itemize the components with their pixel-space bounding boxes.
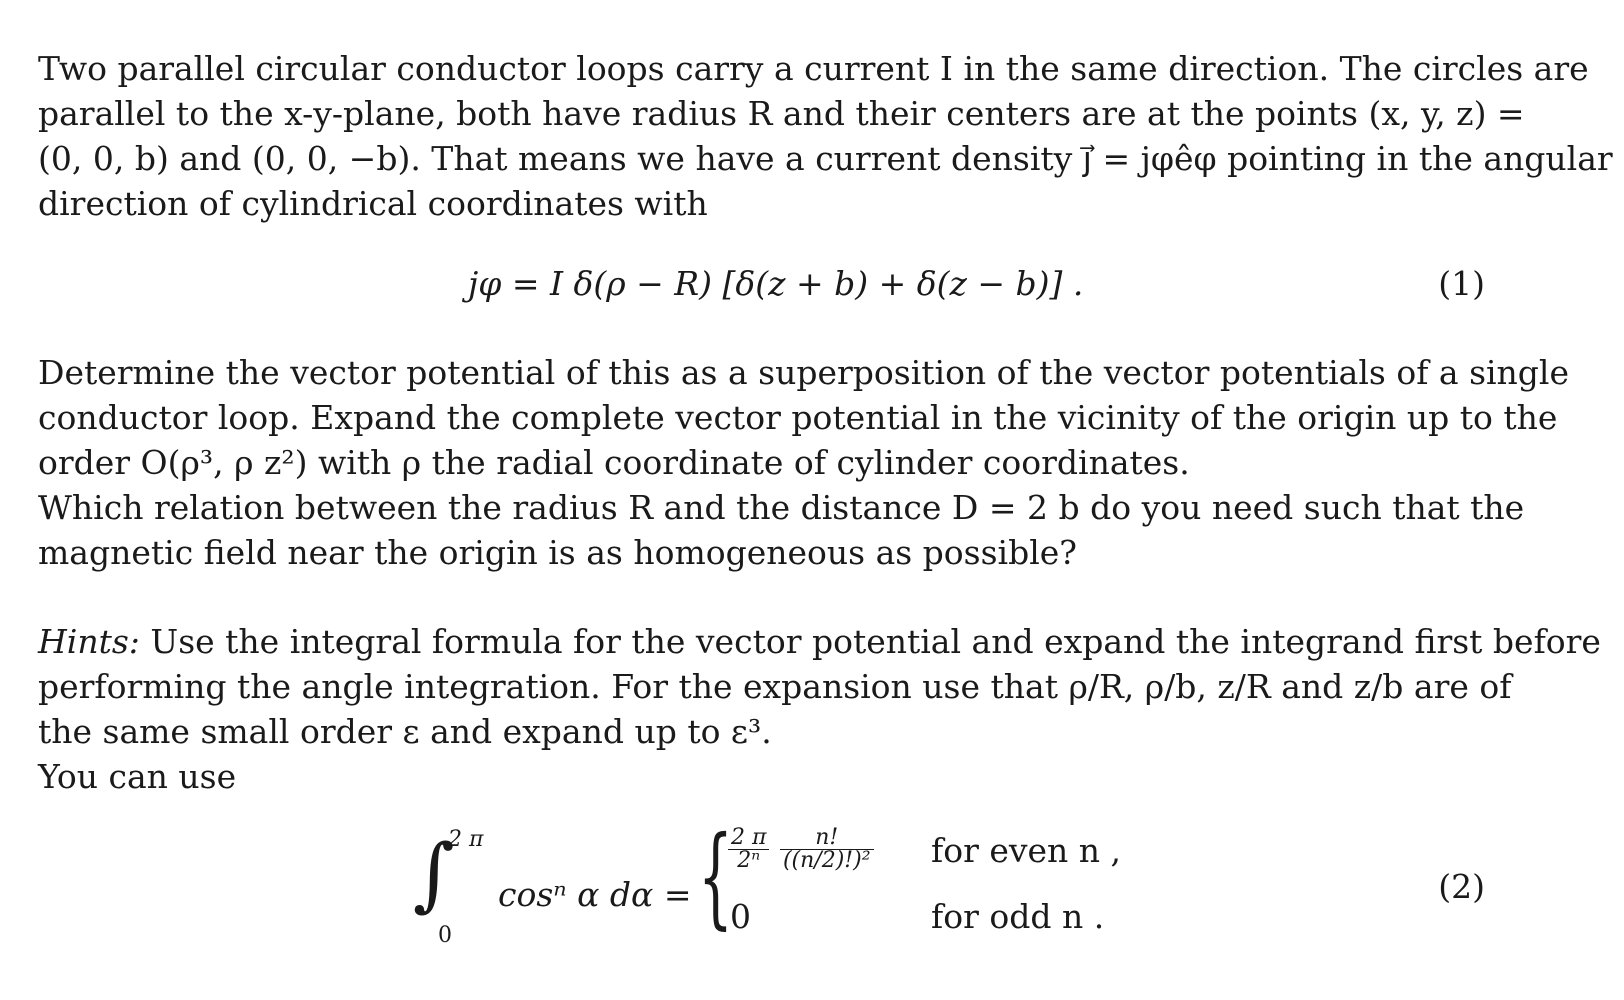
case-odd-value: 0	[730, 897, 751, 936]
fraction-right: $\frac{n!}{\text{((n/2)!)²}}$	[780, 827, 874, 872]
text-line: (0, 0, b) and (0, 0, −b). That means we have a current density j⃗ = jφêφ pointing in the angular	[38, 139, 1613, 178]
text-line	[38, 619, 1601, 664]
condition-even: for even n ,	[931, 831, 1122, 870]
integral-lower-limit: 0	[438, 923, 452, 948]
integral-upper-limit: 2 π	[448, 827, 484, 852]
text-line: Which relation between the radius R and the distance D = 2 b do you need such that the	[38, 488, 1525, 527]
text-line: You can use	[38, 757, 237, 796]
paragraph-intro	[38, 46, 1613, 226]
text-line: parallel to the x-y-plane, both have radius R and their centers are at the points (x, y, z) =	[38, 94, 1525, 133]
integrand: cosⁿ α dα =	[498, 875, 692, 914]
equation-1	[38, 246, 1493, 336]
text-line: Determine the vector potential of this as a superposition of the vector potentials of a single	[38, 353, 1570, 392]
integral-sign: ∫	[413, 827, 455, 920]
equation-2	[38, 812, 1493, 969]
hints-label: Hints:	[38, 622, 140, 661]
text-line: the same small order ε and expand up to ε³.	[38, 712, 772, 751]
case-even-value	[728, 827, 874, 872]
cases-brace: {	[698, 812, 733, 940]
problem-page	[38, 46, 1613, 969]
condition-odd: for odd n .	[931, 897, 1105, 936]
text-line: magnetic field near the origin is as homogeneous as possible?	[38, 533, 1078, 572]
equation-2-number: (2)	[1438, 867, 1485, 906]
equation-1-number: (1)	[1438, 264, 1485, 303]
hints-text: Use the integral formula for the vector potential and expand the integrand first before	[139, 622, 1601, 661]
paragraph-task	[38, 350, 1570, 575]
text-line: Two parallel circular conductor loops carry a current I in the same direction. The circles are	[38, 49, 1589, 88]
text-line: performing the angle integration. For the expansion use that ρ/R, ρ/b, z/R and z/b are of	[38, 667, 1512, 706]
text-line: conductor loop. Expand the complete vector potential in the vicinity of the origin up to the	[38, 398, 1558, 437]
equation-1-formula: jφ = I δ(ρ − R) [δ(z + b) + δ(z − b)] .	[468, 264, 1084, 303]
paragraph-hints	[38, 619, 1601, 799]
text-line: direction of cylindrical coordinates with	[38, 184, 708, 223]
fraction-left: $\frac{2 \pi}{\text{2ⁿ}}$	[728, 827, 769, 872]
text-line: order O(ρ³, ρ z²) with ρ the radial coordinate of cylinder coordinates.	[38, 443, 1190, 482]
